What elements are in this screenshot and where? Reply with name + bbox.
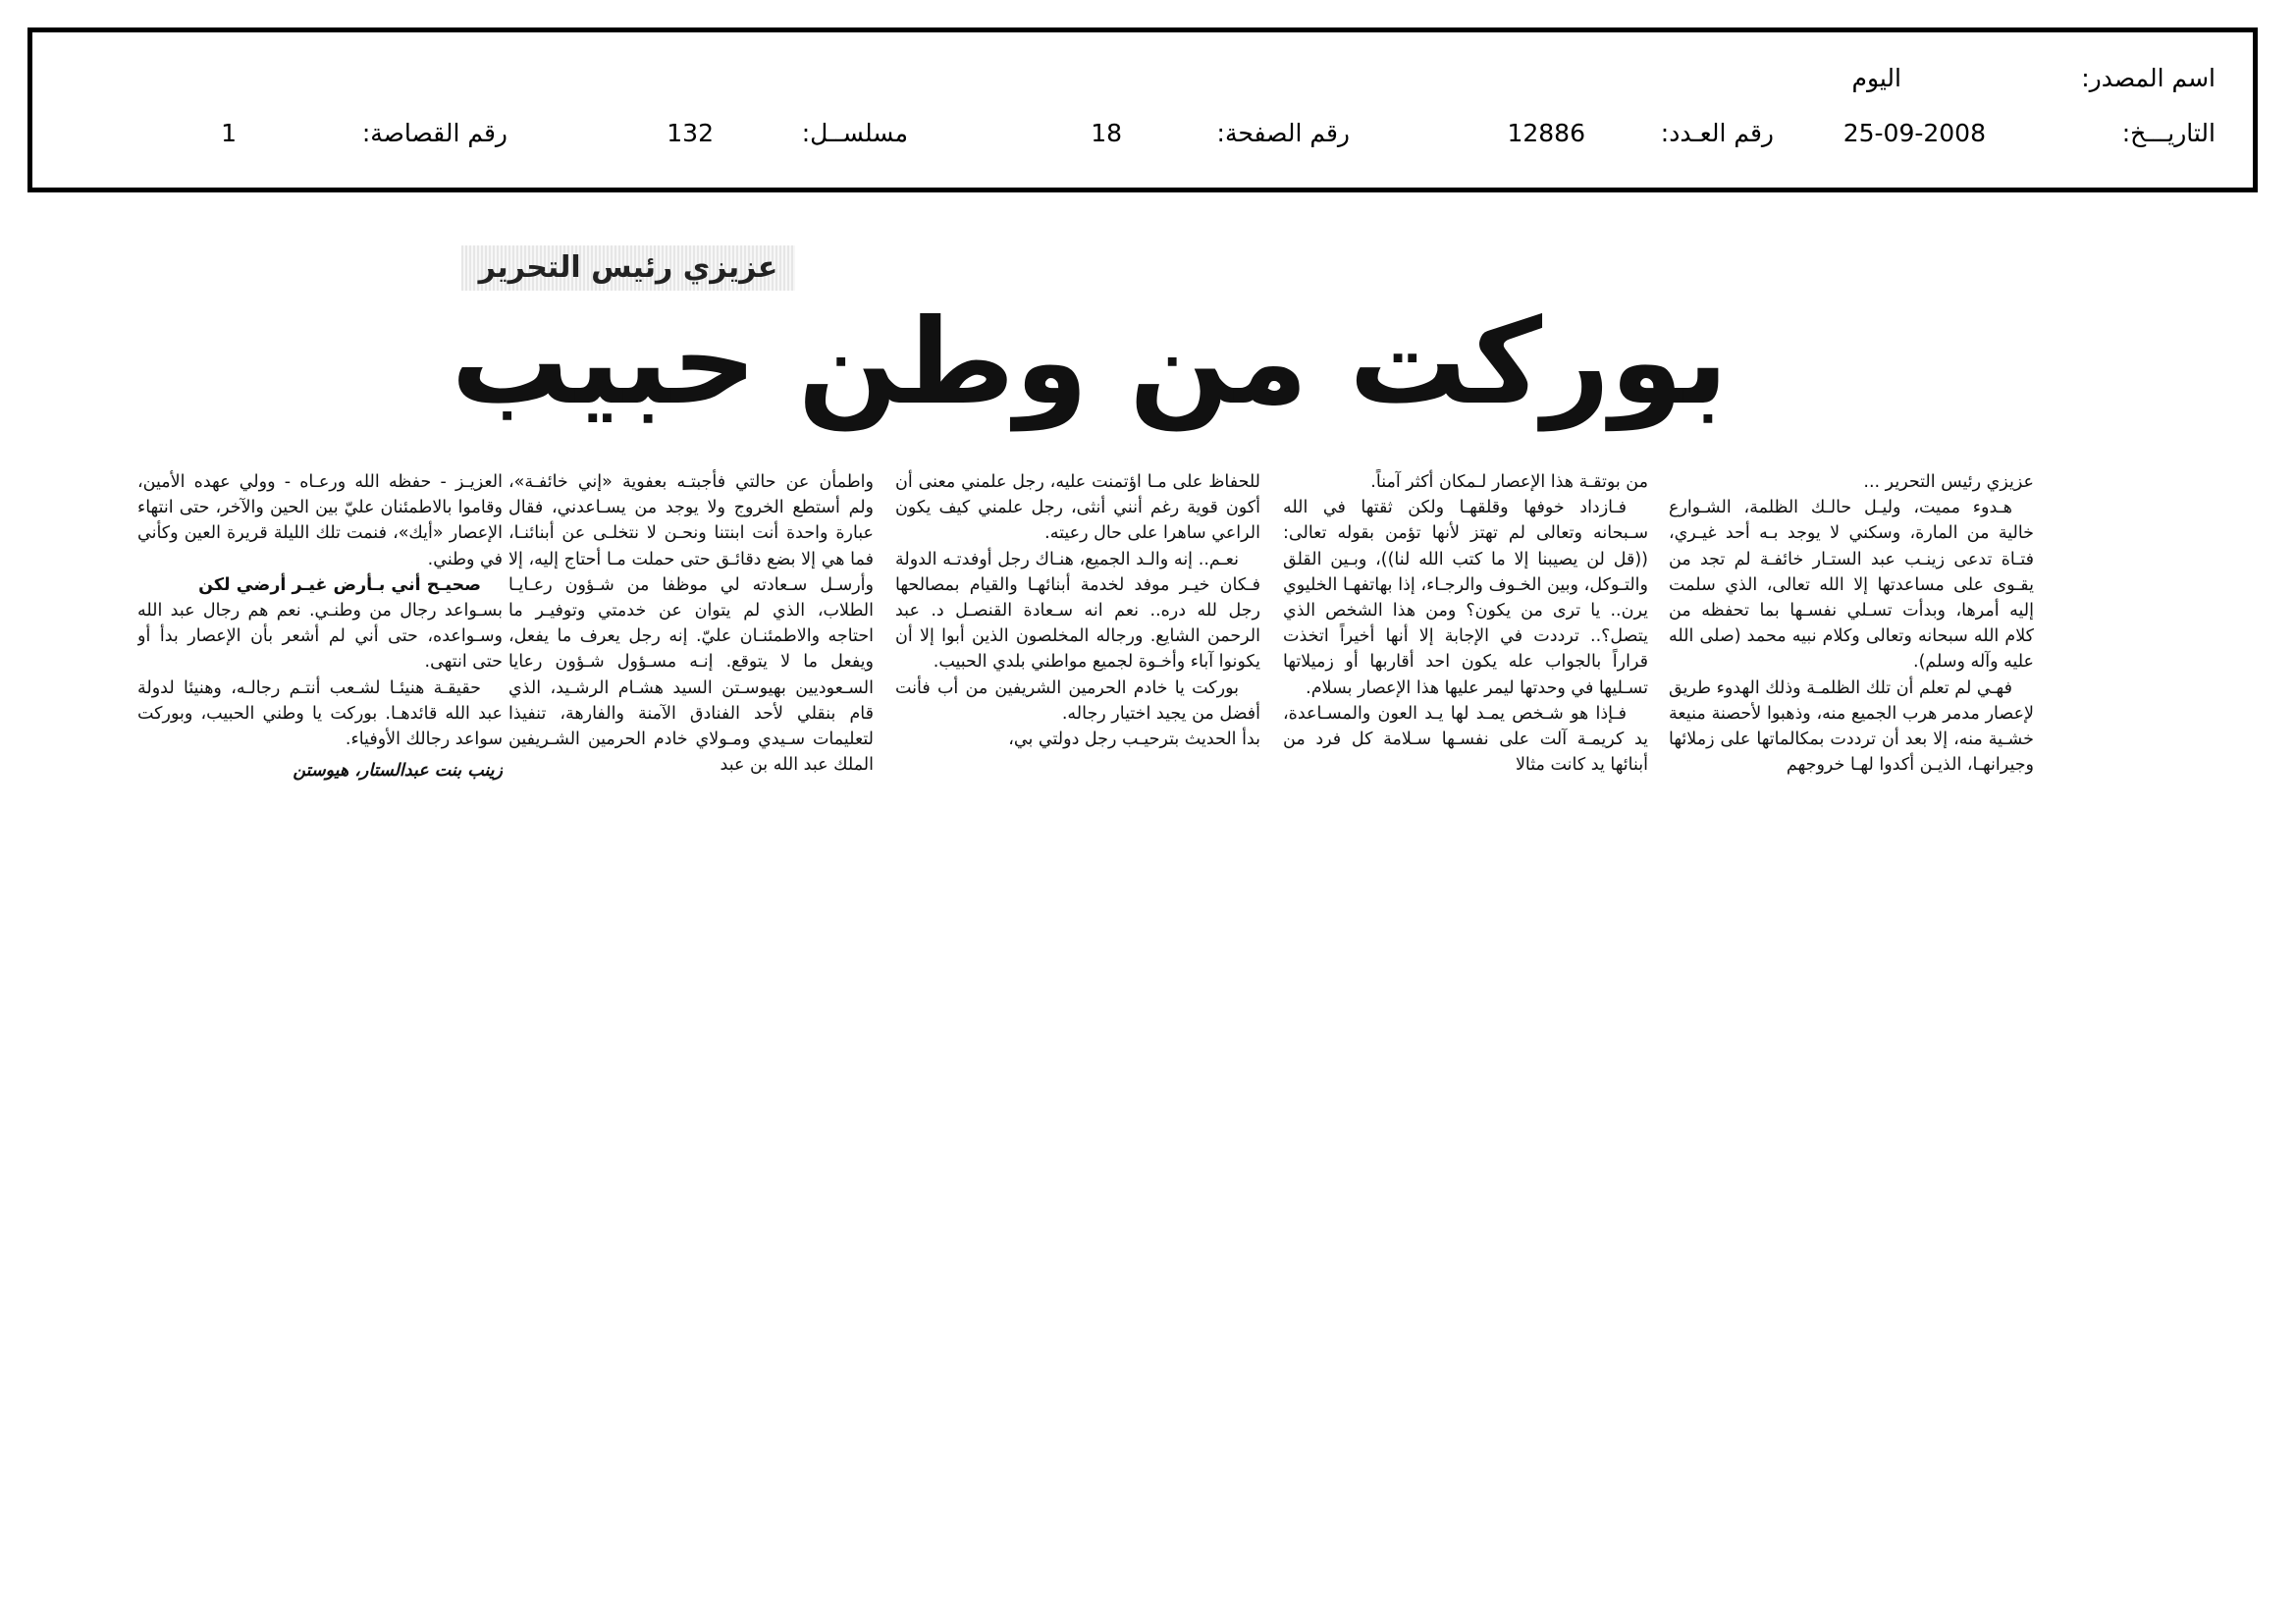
issue-label: رقم العـدد: [1660, 119, 1774, 147]
clip-label: رقم القصاصة: [361, 119, 507, 147]
source-value: اليوم [1851, 64, 1901, 92]
clip-value: 1 [221, 119, 237, 147]
source-label: اسم المصدر: [2081, 64, 2216, 92]
column-paragraph: بوركت يا خادم الحرمين الشريفين من أب فأنت أفضل من يجيد اختيار رجاله. [895, 677, 1260, 724]
issue-value: 12886 [1507, 119, 1585, 147]
article-column-1 [1669, 469, 2034, 960]
column-paragraph: هـدوء مميت، وليـل حالـك الظلمة، الشـوارع خالية من المارة، وسكني لا يوجد بـه أحد غيـري، فتـاة تدعى زينـب عبد الستـار خائفـة لم تجد من يقـوى على مساعدتها إلا الله تعالى، الذي سلمت إليه أمرها، وبدأت تسـلي نفسـها بما تحفظه من كلام الله سبحانه وتعالى وكلام نبيه محمد (صلى الله عليه وآله وسلم). [1669, 498, 2034, 673]
column-paragraph: نعـم.. إنه والـد الجميع، هنـاك رجل أوفدتـه الدولة فـكان خيـر موفد لخدمة أبنائهـا والقيام بمصالحها رجل لله دره.. نعم انه سـعادة القنصـل د. عبد الرحمن الشايع. ورجاله المخلصون الذين أبوا إلا أن يكونوا آباء وأخـوة لجميع مواطني بلدي الحبيب. [895, 549, 1260, 673]
article-column-5 [137, 469, 503, 960]
article-column-2 [1283, 469, 1648, 960]
article-headline: بوركت من وطن حبيب [451, 295, 1729, 431]
column-paragraph: بدأ الحديث بترحيـب رجل دولتي بي، [1008, 730, 1260, 750]
page-label: رقم الصفحة: [1216, 119, 1350, 147]
column-paragraph: للحفاظ على مـا اؤتمنت عليه، رجل علمني معنى أن أكون قوية رغم أنني أنثى، رجل علمني كيف يكون الراعي ساهرا على حال رعيته. [895, 472, 1260, 544]
column-paragraph: عزيزي رئيس التحرير ... [1863, 472, 2034, 492]
date-label: التاريـــخ: [2121, 119, 2216, 147]
column-paragraph: بسـواعد رجال من وطنـي. نعم هم رجال عبد الله وسـواعده، حتى أني لم أشعر بأن الإعصار بدأ أو حتى انتهى. [137, 601, 503, 673]
column-paragraph: واطمأن عن حالتي فأجبتـه بعفوية «إني خائفـة»، ولم أستطع الخروج ولا يوجد من يسـاعدني، فقال عبارة واحدة أنت ابنتنا ونحـن لا نتخلـى عن أبنائنـا، فما هي إلا بضع دقائـق حتى حملت مـا أحتاج إليه، إلا وأرسـل سـعادته لي موظفا من شـؤون رعـايـا الطلاب، الذي لم يتوان عن خدمتي وتوفيـر ما احتاجه والاطمئنـان عليّ. إنه رجل يعرف ما يفعل، ويفعل ما لا يتوقع. إنـه مسـؤول شـؤون رعايا السـعوديين بهيوسـتن السيد هشـام الرشـيد، الذي قام بنقلي لأحد الفنادق الآمنة والفارهة، تنفيذا لتعليمات سـيدي ومـولاي خادم الحرمين الشـريفين الملك عبد الله بن عبد [508, 472, 874, 776]
source-info-box [27, 27, 2258, 192]
author-signature: زينب بنت عبدالستار، هيوستن [293, 761, 503, 782]
column-paragraph-bold: صحيـح أني بـأرض غيـر أرضي لكن [198, 574, 481, 595]
column-paragraph: فهـي لم تعلم أن تلك الظلمـة وذلك الهدوء طريق لإعصار مدمر هرب الجميع منه، وذهبوا لأحصنة منيعة خشـية منه، إلا بعد أن ترددت بمكالماتها على زملائها وجيرانهـا، الذيـن أكدوا لهـا خروجهم [1669, 677, 2034, 776]
column-paragraph: فـإذا هو شـخص يمـد لها يـد العون والمسـاعدة، يد كريمـة آلت على نفسـها سـلامة كل فرد من أبنائها يد كانت مثالا [1283, 703, 1648, 776]
article-kicker: عزيزي رئيس التحرير [461, 245, 795, 291]
column-paragraph: فـازداد خوفها وقلقهـا ولكن ثقتها في الله سـبحانه وتعالى لم تهتز لأنها تؤمن بقوله تعالى: ((قل لن يصيبنا إلا ما كتب الله لنا))، وبـين القلق والتـوكل، وبين الخـوف والرجـاء، إذا بهاتفهـا الخليوي يرن.. يا ترى من يكون؟ ومن هذا الشخص الذي يتصل؟.. ترددت في الإجابة إلا أنها أخيراً اتخذت قراراً بالجواب عله يكون احد أقاربها أو زميلاتها تسـليها في وحدتها ليمر عليها هذا الإعصار بسلام. [1283, 498, 1648, 698]
article-column-4 [508, 469, 874, 960]
column-paragraph: العزيـز - حفظه الله ورعـاه - وولي عهده الأمين، وقاموا بالاطمئنان عليّ بين الحين والآخر، حتى انتهاء الإعصار «أيك»، فنمت تلك الليلة قريرة العين وكأني في وطني. [137, 472, 503, 569]
serial-value: 132 [667, 119, 714, 147]
column-paragraph: من بوتقـة هذا الإعصار لـمكان أكثر آمناً. [1370, 472, 1648, 492]
column-paragraph: حقيقـة هنيئـا لشـعب أنتـم رجالـه، وهنيئا لدولة عبد الله قائدهـا. بوركت يا وطني الحبيب، وبوركت سواعد رجالك الأوفياء. [137, 677, 503, 750]
article-column-3 [895, 469, 1260, 960]
page-value: 18 [1091, 119, 1122, 147]
date-value: 25-09-2008 [1842, 119, 1986, 147]
serial-label: مسلســل: [801, 119, 908, 147]
